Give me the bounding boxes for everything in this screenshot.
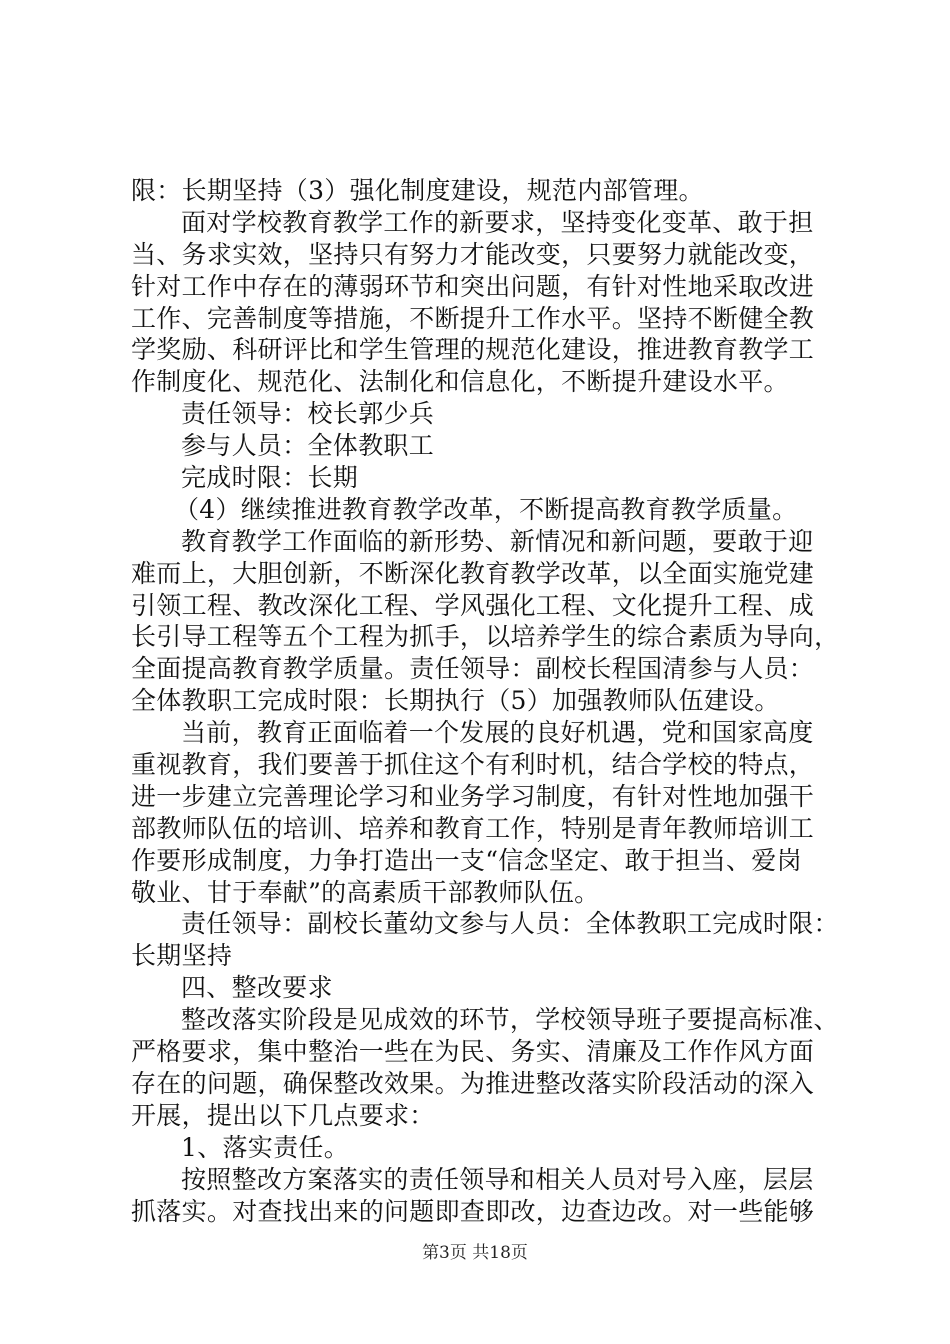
document-line: 进一步建立完善理论学习和业务学习制度，有针对性地加强干: [131, 781, 815, 811]
document-line: 部教师队伍的培训、培养和教育工作，特别是青年教师培训工: [131, 813, 815, 843]
document-line: 责任领导：校长郭少兵: [181, 399, 435, 429]
document-line: 面对学校教育教学工作的新要求，坚持变化变革、敢于担: [181, 207, 814, 237]
document-line: 抓落实。对查找出来的问题即查即改，边查边改。对一些能够: [131, 1196, 815, 1226]
page-footer: 第3页 共18页: [422, 1243, 528, 1263]
document-line: 作要形成制度，力争打造出一支“信念坚定、敢于担当、爱岗: [131, 845, 802, 875]
document-line: 1、落实责任。: [181, 1132, 350, 1162]
document-line: 工作、完善制度等措施，不断提升工作水平。坚持不断健全教: [131, 303, 815, 333]
document-line: 按照整改方案落实的责任领导和相关人员对号入座，层层: [181, 1164, 814, 1194]
document-line: 限：长期坚持（3）强化制度建设，规范内部管理。: [131, 176, 704, 205]
document-line: 教育教学工作面临的新形势、新情况和新问题，要敢于迎: [181, 526, 814, 556]
document-line: 作制度化、规范化、法制化和信息化，不断提升建设水平。: [131, 367, 789, 397]
document-line: 四、整改要求: [181, 973, 333, 1003]
document-line: 责任领导：副校长董幼文参与人员：全体教职工完成时限：: [181, 909, 839, 939]
document-line: 严格要求，集中整治一些在为民、务实、清廉及工作作风方面: [131, 1037, 815, 1067]
document-line: 参与人员：全体教职工: [181, 431, 435, 461]
document-line: 全面提高教育教学质量。责任领导：副校长程国清参与人员：: [131, 654, 815, 684]
document-line: 当前，教育正面临着一个发展的良好机遇，党和国家高度: [181, 718, 814, 748]
document-line: 当、务求实效，坚持只有努力才能改变，只要努力就能改变，: [131, 239, 815, 269]
document-line: 难而上，大胆创新，不断深化教育教学改革，以全面实施党建: [131, 558, 815, 588]
document-line: 引领工程、教改深化工程、学风强化工程、文化提升工程、成: [131, 590, 815, 620]
document-body: [131, 175, 840, 1227]
document-line: 重视教育，我们要善于抓住这个有利时机，结合学校的特点，: [131, 750, 815, 780]
document-line: （4）继续推进教育教学改革，不断提高教育教学质量。: [174, 494, 798, 524]
document-line: 完成时限：长期: [181, 463, 359, 493]
document-line: 全体教职工完成时限：长期执行（5）加强教师队伍建设。: [131, 686, 780, 716]
document-line: 学奖励、科研评比和学生管理的规范化建设，推进教育教学工: [131, 335, 815, 365]
document-line: 整改落实阶段是见成效的环节，学校领导班子要提高标准、: [181, 1005, 839, 1035]
document-line: 存在的问题，确保整改效果。为推进整改落实阶段活动的深入: [131, 1068, 815, 1098]
document-line: 开展，提出以下几点要求：: [131, 1100, 435, 1130]
document-line: 敬业、甘于奉献”的高素质干部教师队伍。: [131, 877, 600, 907]
document-line: 长引导工程等五个工程为抓手，以培养学生的综合素质为导向，: [131, 622, 840, 652]
document-line: 长期坚持: [131, 941, 233, 971]
document-line: 针对工作中存在的薄弱环节和突出问题，有针对性地采取改进: [131, 271, 815, 301]
